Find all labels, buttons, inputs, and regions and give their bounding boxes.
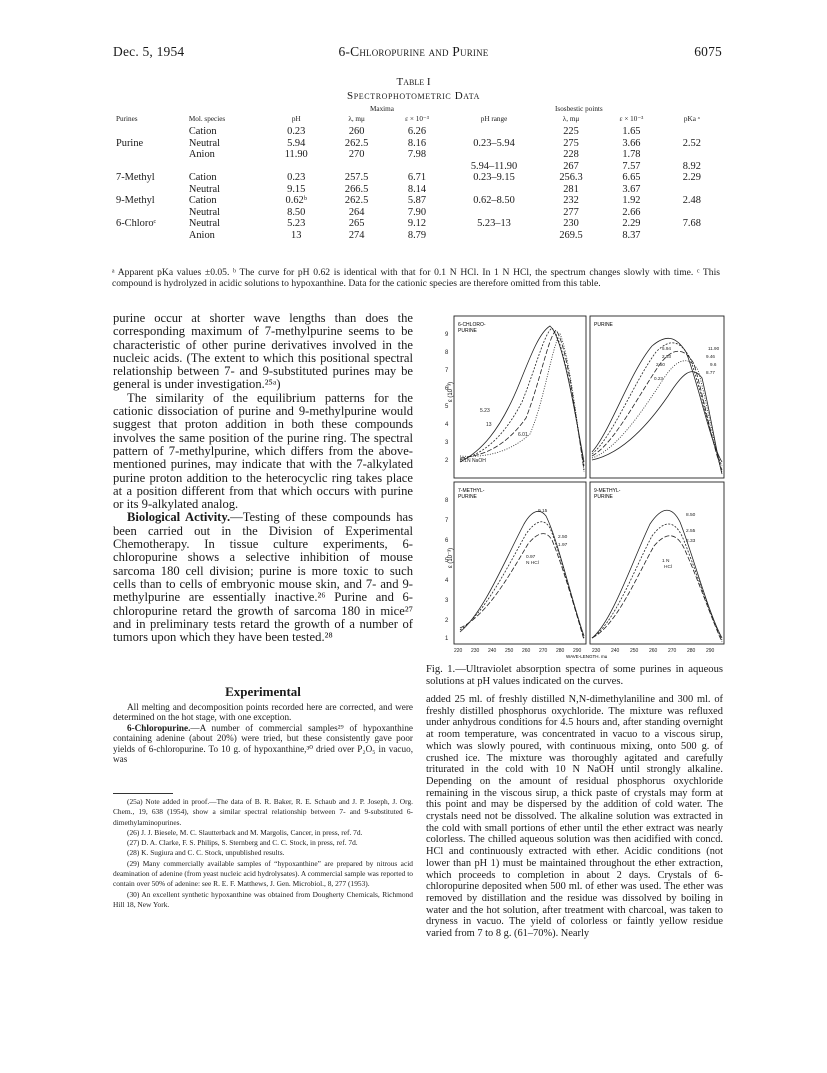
spectro-table — [112, 115, 722, 241]
table-cell: 11.90 — [284, 149, 308, 160]
table-row — [112, 126, 722, 138]
table-cell — [662, 126, 722, 138]
table-footnote: ᵃ Apparent pKa values ±0.05. ᵇ The curve for pH 0.62 is identical with that for 0.1 N HCl. In 1 N HCl, the spectrum changes slowly with time. ᶜ This compound is hydrolyzed in acidic solutions to hypoxanthine. Data for the cationic species are therefore omitted from this table. — [112, 267, 720, 289]
table-cell: 5.87 — [407, 195, 427, 206]
table-cell: 277 — [563, 206, 579, 218]
table-cell — [447, 230, 541, 242]
x-tick: 230 — [471, 648, 480, 654]
curve-7methyl-1 — [460, 511, 584, 636]
table-header-row — [112, 115, 722, 126]
table-header-cell: Purines — [116, 115, 138, 123]
table-header-cell: λ, mμ — [348, 115, 365, 123]
panel-frames — [454, 316, 724, 644]
table-cell — [112, 126, 185, 138]
table-cell — [662, 149, 722, 161]
table-cell: 225 — [563, 126, 579, 137]
curve-chloro-2 — [460, 328, 584, 466]
table-cell — [387, 161, 447, 173]
paragraph: purine occur at shorter wave lengths than does the corresponding maximum of 7-methylpurine seems to be characteristic of other purine derivatives involved in the nucleic acids. (The extent to which this positional spectral relationship between 7- and 9-substituted purines may be general is under investigation.²⁵ᵃ) — [113, 311, 413, 392]
x-tick: 270 — [539, 648, 548, 654]
table-cell: 6.65 — [622, 172, 641, 183]
left-column-body — [113, 312, 413, 644]
run-in-heading: 6-Chloropurine. — [127, 722, 191, 733]
table-cell: 274 — [348, 229, 365, 241]
x-axis-label: WAVE-LENGTH, mμ — [566, 654, 608, 658]
table-cell: 6.71 — [407, 172, 427, 183]
table-cell: Cation — [188, 172, 217, 183]
table-cell: 228 — [563, 149, 579, 160]
x-tick: 280 — [556, 648, 565, 654]
page-number: 6075 — [694, 44, 722, 59]
table-cell: 8.79 — [407, 229, 427, 241]
curve-label: 5.94 — [662, 346, 671, 351]
panel-frame-7methyl — [454, 482, 586, 644]
footnote: (27) D. A. Clarke, F. S. Philips, S. Sternberg and C. C. Stock, in press, ref. 7d. — [127, 838, 358, 848]
table-header-cell: λ, mμ — [562, 115, 580, 123]
y-axis-ticks — [445, 332, 449, 642]
table-body — [112, 126, 722, 241]
table-cell: 7.90 — [407, 206, 427, 218]
curve-chloro-4 — [460, 334, 584, 472]
curve-purine-5 — [592, 372, 722, 474]
table-cell: 6-Chloroᶜ — [116, 218, 157, 229]
table-cell: 262.5 — [344, 137, 369, 149]
table-row — [112, 138, 722, 150]
x-tick: 260 — [522, 648, 531, 654]
y-tick: 7 — [445, 368, 449, 374]
table-cell: 2.66 — [622, 206, 641, 218]
table-row — [112, 230, 722, 242]
curve-label: 2.33 — [686, 539, 696, 544]
experimental-body — [113, 702, 413, 764]
table-cell: 3.67 — [622, 183, 641, 195]
table-group-maxima: Maxima — [370, 105, 394, 113]
footnote: (30) An excellent synthetic hypoxanthine was obtained from Dougherty Chemicals, Richmond Hill 18, New York. — [113, 889, 413, 909]
paragraph: The similarity of the equilibrium patterns for the cationic dissociation of purine and 9-methylpurine would suggest that proton addition in both these compounds involves the same position of the purine ring. The spectral pattern of 7-methylpurine, which differs from the above-mentioned purines, may indicate that with the 7-alkylated purine proton addition to the heterocyclic ring takes place at a position different from that which occurs with purine or its 9-alkylated analog. — [113, 390, 413, 512]
table-cell: 266.5 — [344, 183, 369, 195]
curve-9methyl-1 — [592, 510, 722, 638]
table-header-cell: pH range — [480, 115, 508, 123]
section-heading: Experimental — [225, 684, 301, 699]
curve-label: N HCl — [526, 561, 539, 566]
table-cell: 262.5 — [344, 195, 369, 206]
table-cell — [112, 149, 185, 161]
x-tick: 250 — [505, 648, 514, 654]
table-cell: 5.23 — [287, 218, 306, 229]
table-header-cell: Mol. species — [188, 115, 226, 123]
table-cell: 270 — [348, 149, 365, 160]
table-caption: Table I — [396, 76, 431, 88]
panel-frame-9methyl — [590, 482, 724, 644]
curve-labels-7methyl — [526, 508, 568, 566]
y-tick: 8 — [445, 498, 449, 504]
table-cell — [112, 161, 185, 173]
table-cell: 256.3 — [559, 172, 583, 183]
table-cell: 8.37 — [622, 229, 641, 241]
table-cell: Cation — [188, 195, 217, 206]
footnote-rule — [113, 793, 173, 794]
x-tick: 290 — [706, 648, 715, 654]
table-row — [112, 207, 722, 219]
table-cell: 2.52 — [682, 137, 701, 149]
paragraph: added 25 ml. of freshly distilled N,N-dimethylaniline and 300 ml. of freshly distilled phosphorus oxychloride. The mixture was refluxed under anhydrous conditions for 4.5 hours and, after standing overnight at room temperature, was concentrated in vacuo to a viscous sirup, which was slowly poured, with continuous mixing, onto 500 g. of crushed ice. The mixture was thoroughly agitated and carefully triturated in the cold with 10 N NaOH until strongly alkaline. Depending on the amount of residual phosphorus oxychloride remaining in the viscous sirup, a thick paste of crystals may form at this point and may be dispersed by the addition of cold water. The crystals need not be dissolved. The alkaline solution was extracted in the cold with small portions of ether until the ether extract was nearly colorless. The chilled aqueous solution was then acidified with concd. HCl and continuously extracted with ether. Acidic conditions (not lower than pH 1) must be maintained throughout the ether extraction, which proceeds to completion in about 2 days. Crystals of 6-chloropurine deposited when 500 ml. of ether was used. The ether was removed by distillation and the residue was dissolved by boiling in water and the hot solution, after treatment with charcoal, was taken to dryness in vacuo. The yield of colorless or faintly yellow residue varied from 7 to 8 g. (61–70%). Nearly — [426, 694, 723, 940]
table-cell: 8.14 — [407, 183, 427, 195]
table-cell — [662, 207, 722, 219]
paragraph-text: —Testing of these compounds has been carried out in the Division of Experimental Chemotherapy. In tissue culture experiments, 6-chloropurine shows a selective inhibition of mouse sarcoma 180 cell division; purine is more toxic to such cells than to cells of embryonic mouse skin, and 7- and 9-methylpurine are essentially inactive.²⁶ Purine and 6-chloropurine retard the growth of sarcoma 180 in mice²⁷ and in preliminary tests retard the growth of a number of tumors upon which they have been tested.²⁸ — [113, 510, 413, 645]
x-tick: 270 — [668, 648, 677, 654]
x-tick: 240 — [611, 648, 620, 654]
curve-labels-purine — [654, 346, 720, 381]
table-row — [112, 149, 722, 161]
table-cell: 7.68 — [682, 218, 701, 229]
curve-label: 9.6 — [710, 362, 717, 367]
y-tick: 5 — [445, 404, 449, 410]
y-tick: 4 — [445, 422, 449, 428]
table-cell — [662, 184, 722, 196]
x-tick: 280 — [687, 648, 696, 654]
table-cell: Anion — [188, 229, 215, 241]
table-cell: 9.15 — [287, 183, 306, 195]
table-cell: Cation — [188, 126, 217, 137]
table-cell: 1.78 — [622, 149, 641, 160]
curve-label: 8.50 — [686, 513, 696, 518]
table-cell: 7-Methyl — [116, 172, 155, 183]
curve-label: 2.50 — [558, 535, 568, 540]
curves-purine — [592, 338, 722, 474]
table-cell — [447, 126, 541, 138]
curve-label: 11.90 — [708, 346, 720, 351]
x-tick: 220 — [454, 648, 463, 654]
table-cell: 5.94–11.90 — [470, 160, 518, 172]
table-group-isosbestic: Isosbestic points — [555, 105, 603, 113]
table-row — [112, 172, 722, 184]
y-tick: 3 — [445, 440, 449, 446]
panel-label-purine: PURINE — [594, 322, 613, 328]
x-tick: 230 — [592, 648, 601, 654]
footnote: (29) Many commercially available samples of “hypoxanthine” are prepared by nitrous acid deamination of adenine (from yeast nucleic acid hydrolysates). A commercial sample was reported to contain over 50% of adenine: see R. E. F. Matthews, J. Gen. Microbiol., 8, 277 (1953). — [113, 858, 413, 889]
table-cell: 0.62ᵇ — [285, 195, 307, 206]
uv-spectra-figure — [440, 312, 726, 658]
curve-label: 0.97 — [526, 555, 536, 560]
table-cell: 260 — [348, 126, 365, 137]
table-cell — [447, 207, 541, 219]
y-tick: 8 — [445, 350, 449, 356]
table-cell: 0.23–9.15 — [473, 172, 515, 183]
y-tick: 6 — [445, 386, 449, 392]
table-cell: 1.65 — [622, 126, 641, 137]
table-row — [112, 195, 722, 207]
y-tick: 4 — [445, 578, 449, 584]
table-cell — [326, 161, 386, 173]
table-cell: 2.29 — [622, 218, 641, 229]
footnote: (28) K. Sugiura and C. C. Stock, unpublished results. — [127, 848, 285, 858]
curve-label: 2.55 — [686, 529, 696, 534]
table-cell: Neutral — [188, 183, 221, 195]
table-cell: Purine — [116, 137, 144, 149]
y-tick: 2 — [445, 618, 449, 624]
table-cell: 9-Methyl — [116, 195, 155, 206]
table-cell: 3.66 — [622, 137, 641, 149]
footnote: (25a) Note added in proof.—The data of B. R. Baker, R. E. Schaub and J. P. Joseph, J. Org. Chem., 19, 638 (1954), show a similar spectral relationship between 7- and 9-substituted 6-dimethylaminopurines. — [113, 797, 413, 827]
table-cell: 5.94 — [287, 137, 306, 149]
curve-7methyl-3 — [460, 534, 584, 640]
table-cell — [112, 207, 185, 219]
table-cell: 1.92 — [622, 195, 641, 206]
y-tick: 3 — [445, 598, 449, 604]
run-in-heading: Biological Activity. — [127, 510, 231, 525]
curve-label: 0.23 — [654, 376, 663, 381]
figure-caption: Fig. 1.—Ultraviolet absorption spectra of some purines in aqueous solutions at pH values indicated on the curves. — [426, 664, 723, 687]
table-cell — [185, 161, 266, 173]
paragraph-text: —A number of commercial samples²⁹ of hypoxanthine containing adenine (about 20%) were tried, but these consistently gave poor yields of 6-chloropurine. To 10 g. of hypoxanthine,³⁰ dried over P₂O₅ in vacuo, was — [113, 722, 413, 765]
x-tick: 240 — [488, 648, 497, 654]
table-cell: 13 — [291, 229, 302, 241]
y-axis-label: ε (10⁻³) — [448, 381, 454, 402]
curve-label: 0.1N NaOH — [460, 458, 486, 464]
curves-9methyl — [592, 510, 722, 642]
table-cell: 8.92 — [682, 160, 701, 172]
y-axis-label: ε (10⁻³) — [448, 547, 454, 568]
footnotes — [113, 797, 413, 910]
right-column-body — [426, 694, 723, 940]
table-header-cell: pKa ᵃ — [683, 115, 700, 123]
table-row — [112, 161, 722, 173]
curve-label: 2.50 — [656, 362, 665, 367]
table-cell: 0.23–5.94 — [473, 137, 515, 149]
y-tick: 9 — [445, 332, 449, 338]
table-row — [112, 184, 722, 196]
table-cell: 232 — [563, 195, 579, 206]
curve-label: 8.77 — [706, 370, 715, 375]
y-tick: 5 — [445, 558, 449, 564]
table-cell: 269.5 — [559, 229, 583, 241]
curves-chloro — [460, 326, 584, 472]
table-header-cell: pH — [291, 115, 301, 123]
table-cell: 6.26 — [407, 126, 427, 137]
curve-label: 9.15 — [538, 509, 548, 514]
curve-label: 1 N — [662, 559, 670, 564]
curve-chloro-1 — [460, 326, 584, 462]
x-tick: 250 — [630, 648, 639, 654]
curve-label: 9.46 — [706, 354, 715, 359]
running-date: Dec. 5, 1954 — [113, 44, 185, 59]
table-cell: Neutral — [188, 137, 221, 149]
table-row — [112, 218, 722, 230]
curve-labels-9methyl — [662, 512, 696, 570]
table-cell — [662, 230, 722, 242]
x-tick: 260 — [649, 648, 658, 654]
curve-label: 13 — [486, 422, 492, 428]
table-cell: Anion — [188, 149, 215, 160]
table-cell: 281 — [563, 183, 579, 195]
table-cell: Neutral — [188, 206, 221, 218]
curve-label: 6.01 — [518, 432, 528, 438]
y-tick: 7 — [445, 518, 449, 524]
table-cell: 267 — [563, 160, 579, 172]
curve-label: HCl — [664, 565, 672, 570]
table-cell: 265 — [348, 218, 365, 229]
table-cell: 275 — [563, 137, 579, 149]
curve-9methyl-2 — [592, 524, 722, 640]
table-cell: 7.57 — [622, 160, 641, 172]
table-cell: 0.62–8.50 — [473, 195, 515, 206]
table-cell: 8.50 — [287, 206, 306, 218]
y-tick: 2 — [445, 458, 449, 464]
panel-label-7methyl: 7-METHYL-PURINE — [458, 488, 485, 500]
table-cell: 7.98 — [407, 149, 427, 160]
table-cell: 5.23–13 — [477, 218, 511, 229]
panel-label-9methyl: 9-METHYL-PURINE — [594, 488, 621, 500]
table-cell: 9.12 — [407, 218, 427, 229]
table-cell — [266, 161, 326, 173]
table-cell: 230 — [563, 218, 579, 229]
x-tick: 290 — [573, 648, 582, 654]
table-cell: 8.16 — [407, 137, 427, 149]
uv-spectra-svg — [440, 312, 726, 658]
table-title: Spectrophotometric Data — [347, 90, 480, 102]
running-title: 6-Chloropurine and Purine — [338, 44, 489, 59]
table-header-cell: ε × 10⁻³ — [619, 115, 644, 123]
y-tick: 1 — [445, 636, 449, 642]
curve-label: 1.97 — [558, 543, 568, 548]
table-cell: 264 — [348, 206, 365, 218]
table-header-cell: ε × 10⁻³ — [405, 115, 429, 123]
table-cell: 257.5 — [344, 172, 369, 183]
table-cell: 0.23 — [287, 126, 306, 137]
curves-7methyl — [460, 511, 584, 640]
table-cell: 0.23 — [287, 172, 306, 183]
curve-label: 2.93 — [662, 354, 671, 359]
paragraph — [113, 511, 413, 644]
table-cell — [447, 184, 541, 196]
table-cell: 2.48 — [682, 195, 701, 206]
curve-label: 5.23 — [480, 408, 490, 414]
table-cell — [112, 230, 185, 242]
table-cell — [112, 184, 185, 196]
paragraph — [113, 723, 413, 765]
table-cell — [447, 149, 541, 161]
table-cell: Neutral — [188, 218, 221, 229]
paragraph: All melting and decomposition points recorded here are corrected, and were determined on the hot stage, with one exception. — [113, 702, 413, 723]
y-tick: 6 — [445, 538, 449, 544]
panel-label-chloro: 6-CHLORO-PURINE — [458, 322, 486, 334]
table-cell: 2.29 — [682, 172, 701, 183]
footnote: (26) J. J. Biesele, M. C. Slautterback and M. Margolis, Cancer, in press, ref. 7d. — [127, 827, 363, 837]
